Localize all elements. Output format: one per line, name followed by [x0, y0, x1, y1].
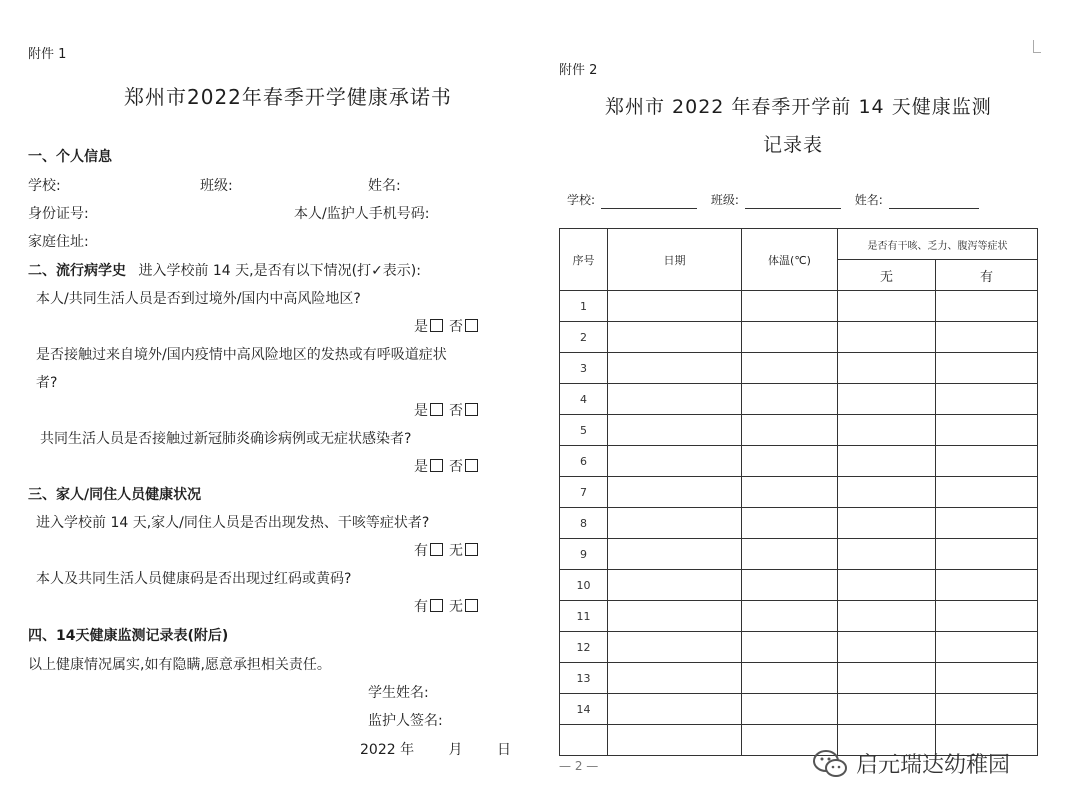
- no-checkbox[interactable]: [465, 403, 478, 416]
- question-health-code: 本人及共同生活人员健康码是否出现过红码或黄码?: [36, 571, 352, 587]
- attachment-label: 附件 2: [559, 63, 598, 78]
- name-field-label: 姓名:: [368, 178, 401, 194]
- cell-date[interactable]: [608, 353, 742, 384]
- table-row: [560, 384, 1038, 415]
- cell-temperature[interactable]: [742, 415, 838, 446]
- date-line: [360, 741, 511, 759]
- section-epidemiology: [28, 262, 421, 280]
- table-row: [560, 539, 1038, 570]
- cell-no: 10: [560, 570, 608, 601]
- cell-temperature[interactable]: [742, 632, 838, 663]
- cell-have[interactable]: [936, 446, 1038, 477]
- table-row: [560, 477, 1038, 508]
- question-contact-confirmed-case: 共同生活人员是否接触过新冠肺炎确诊病例或无症状感染者?: [40, 431, 412, 447]
- wechat-account-name: 启元瑞达幼稚园: [856, 753, 1011, 778]
- section-epidemiology-intro: 进入学校前 14 天,是否有以下情况(打✓表示):: [138, 263, 421, 279]
- cell-no: 2: [560, 322, 608, 353]
- date-year: 2022 年: [360, 742, 415, 758]
- monitoring-record-page: [545, 0, 1080, 810]
- cell-date[interactable]: [608, 539, 742, 570]
- answer-travel: [414, 318, 484, 336]
- cell-no: 8: [560, 508, 608, 539]
- answer-contact-risk-area: [414, 402, 484, 420]
- cell-have[interactable]: [936, 508, 1038, 539]
- table-row: [560, 601, 1038, 632]
- cell-no: 7: [560, 477, 608, 508]
- cell-have[interactable]: [936, 632, 1038, 663]
- cell-temperature[interactable]: [742, 508, 838, 539]
- cell-no: 1: [560, 291, 608, 322]
- name-field-line[interactable]: [889, 194, 979, 209]
- cell-no: 11: [560, 601, 608, 632]
- cell-temperature[interactable]: [742, 446, 838, 477]
- cell-temperature[interactable]: [742, 384, 838, 415]
- have-label: 有: [414, 599, 428, 615]
- cell-none[interactable]: [838, 291, 936, 322]
- cell-no: 13: [560, 663, 608, 694]
- table-row: [560, 570, 1038, 601]
- record-form-fields: [567, 191, 985, 209]
- cell-date[interactable]: [608, 725, 742, 756]
- address-field-label: 家庭住址:: [28, 234, 89, 250]
- yes-checkbox[interactable]: [430, 459, 443, 472]
- cell-have[interactable]: [936, 415, 1038, 446]
- wechat-icon: [812, 749, 848, 779]
- have-checkbox[interactable]: [430, 599, 443, 612]
- wechat-account-watermark: [812, 748, 1010, 779]
- table-row: [560, 291, 1038, 322]
- class-field-line[interactable]: [745, 194, 841, 209]
- table-row: [560, 353, 1038, 384]
- cell-temperature[interactable]: [742, 663, 838, 694]
- cell-no: 12: [560, 632, 608, 663]
- cell-no: 14: [560, 694, 608, 725]
- cell-temperature[interactable]: [742, 353, 838, 384]
- attachment-label: 附件 1: [28, 47, 67, 62]
- health-monitoring-table: [559, 228, 1038, 756]
- cell-have[interactable]: [936, 694, 1038, 725]
- question-contact-risk-area: 是否接触过来自境外/国内疫情中高风险地区的发热或有呼吸道症状: [36, 347, 447, 363]
- yes-label: 是: [414, 459, 428, 475]
- student-signature-label: 学生姓名:: [368, 685, 429, 701]
- answer-family-symptoms: [414, 542, 484, 560]
- cell-have[interactable]: [936, 384, 1038, 415]
- cell-have[interactable]: [936, 353, 1038, 384]
- no-checkbox[interactable]: [465, 459, 478, 472]
- school-field-label: 学校:: [567, 193, 596, 207]
- date-month: 月: [448, 742, 463, 758]
- cell-date[interactable]: [608, 508, 742, 539]
- have-checkbox[interactable]: [430, 543, 443, 556]
- cell-none[interactable]: [838, 477, 936, 508]
- cell-temperature[interactable]: [742, 291, 838, 322]
- yes-checkbox[interactable]: [430, 319, 443, 332]
- none-checkbox[interactable]: [465, 543, 478, 556]
- cell-none[interactable]: [838, 384, 936, 415]
- section-personal-info-heading: 一、个人信息: [28, 149, 112, 165]
- cell-date[interactable]: [608, 632, 742, 663]
- cell-none[interactable]: [838, 508, 936, 539]
- table-row: [560, 322, 1038, 353]
- cell-no: 4: [560, 384, 608, 415]
- table-row: [560, 632, 1038, 663]
- column-header-none: 无: [838, 260, 936, 291]
- page-number: — 2 —: [559, 759, 599, 773]
- cell-temperature[interactable]: [742, 539, 838, 570]
- name-field-label: 姓名:: [854, 193, 883, 207]
- cell-no: 9: [560, 539, 608, 570]
- id-number-field-label: 身份证号:: [28, 206, 89, 222]
- table-row: [560, 663, 1038, 694]
- cell-no: [560, 725, 608, 756]
- column-header-no: 序号: [560, 229, 608, 291]
- question-contact-risk-area-cont: 者?: [36, 375, 58, 391]
- cell-none[interactable]: [838, 663, 936, 694]
- class-field-label: 班级:: [710, 193, 739, 207]
- section-family-health-heading: 三、家人/同住人员健康状况: [28, 487, 202, 503]
- cell-none[interactable]: [838, 601, 936, 632]
- phone-field-label: 本人/监护人手机号码:: [294, 206, 430, 222]
- school-field-label: 学校:: [28, 178, 61, 194]
- table-row: [560, 446, 1038, 477]
- page-title-line1: 郑州市 2022 年春季开学前 14 天健康监测: [605, 96, 992, 118]
- cell-have[interactable]: [936, 663, 1038, 694]
- section-monitoring-heading: 四、14天健康监测记录表(附后): [28, 628, 229, 644]
- cell-none[interactable]: [838, 446, 936, 477]
- no-label: 否: [449, 403, 463, 419]
- cell-none[interactable]: [838, 322, 936, 353]
- cell-date[interactable]: [608, 570, 742, 601]
- no-label: 否: [449, 459, 463, 475]
- cell-date[interactable]: [608, 663, 742, 694]
- cell-temperature[interactable]: [742, 477, 838, 508]
- column-header-have: 有: [936, 260, 1038, 291]
- none-checkbox[interactable]: [465, 599, 478, 612]
- cell-date[interactable]: [608, 446, 742, 477]
- cell-none[interactable]: [838, 415, 936, 446]
- column-header-date: 日期: [608, 229, 742, 291]
- cell-temperature[interactable]: [742, 322, 838, 353]
- answer-health-code: [414, 598, 484, 616]
- cell-none[interactable]: [838, 539, 936, 570]
- cell-no: 3: [560, 353, 608, 384]
- cell-temperature[interactable]: [742, 570, 838, 601]
- cell-have[interactable]: [936, 291, 1038, 322]
- cell-have[interactable]: [936, 570, 1038, 601]
- table-row: [560, 415, 1038, 446]
- no-checkbox[interactable]: [465, 319, 478, 332]
- cell-date[interactable]: [608, 477, 742, 508]
- yes-label: 是: [414, 319, 428, 335]
- cell-date[interactable]: [608, 291, 742, 322]
- cell-have[interactable]: [936, 601, 1038, 632]
- table-row: [560, 508, 1038, 539]
- cell-none[interactable]: [838, 570, 936, 601]
- table-row: [560, 694, 1038, 725]
- cell-no: 5: [560, 415, 608, 446]
- cell-have[interactable]: [936, 322, 1038, 353]
- cell-no: 6: [560, 446, 608, 477]
- column-header-temperature: 体温(℃): [742, 229, 838, 291]
- question-travel: 本人/共同生活人员是否到过境外/国内中高风险地区?: [36, 291, 361, 307]
- cell-temperature[interactable]: [742, 694, 838, 725]
- cell-date[interactable]: [608, 694, 742, 725]
- none-label: 无: [449, 599, 463, 615]
- page-title-line2: 记录表: [763, 134, 824, 156]
- cell-temperature[interactable]: [742, 601, 838, 632]
- date-day: 日: [497, 742, 511, 758]
- yes-label: 是: [414, 403, 428, 419]
- cell-none[interactable]: [838, 632, 936, 663]
- question-family-symptoms: 进入学校前 14 天,家人/同住人员是否出现发热、干咳等症状者?: [36, 515, 430, 531]
- none-label: 无: [449, 543, 463, 559]
- cell-date[interactable]: [608, 384, 742, 415]
- page-title: 郑州市2022年春季开学健康承诺书: [124, 85, 452, 109]
- yes-checkbox[interactable]: [430, 403, 443, 416]
- cell-date[interactable]: [608, 322, 742, 353]
- cell-none[interactable]: [838, 353, 936, 384]
- cell-have[interactable]: [936, 539, 1038, 570]
- pledge-text: 以上健康情况属实,如有隐瞒,愿意承担相关责任。: [28, 657, 331, 673]
- cell-date[interactable]: [608, 415, 742, 446]
- class-field-label: 班级:: [200, 178, 233, 194]
- cell-have[interactable]: [936, 477, 1038, 508]
- answer-contact-confirmed-case: [414, 458, 484, 476]
- page-corner-mark: [1033, 40, 1041, 53]
- have-label: 有: [414, 543, 428, 559]
- cell-none[interactable]: [838, 694, 936, 725]
- section-epidemiology-heading: 二、流行病学史: [28, 263, 126, 279]
- no-label: 否: [449, 319, 463, 335]
- cell-date[interactable]: [608, 601, 742, 632]
- school-field-line[interactable]: [601, 194, 697, 209]
- column-header-symptoms: 是否有干咳、乏力、腹泻等症状: [838, 229, 1038, 260]
- guardian-signature-label: 监护人签名:: [368, 713, 443, 729]
